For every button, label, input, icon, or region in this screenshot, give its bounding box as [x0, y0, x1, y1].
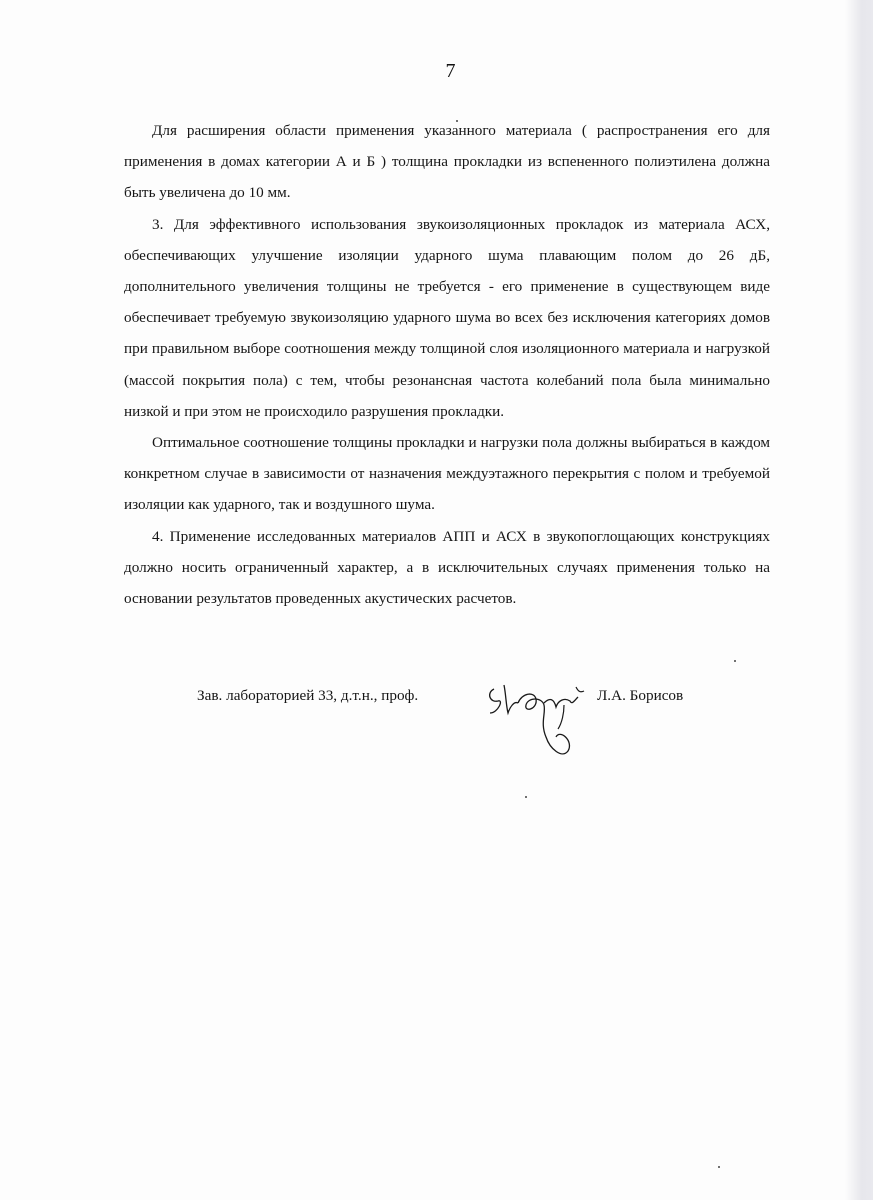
page-number: 7: [445, 60, 456, 82]
scan-edge-shadow: [845, 0, 873, 1200]
paragraph-optimal-ratio: Оптимальное соотношение толщины прокладки и нагрузки пола должны выбираться в каждом конкретном случае в зависимости от назначения междуэтажного перекрытия с полом и требуемой изоляции как ударного, так и воздушного шума.: [124, 434, 770, 514]
scan-speck: [718, 1166, 720, 1168]
signer-name: Л.А. Борисов: [597, 687, 684, 704]
signer-position: Зав. лабораторией 33, д.т.н., проф.: [197, 687, 419, 704]
scan-speck: [734, 660, 736, 662]
scan-speck: [525, 796, 527, 798]
paragraph-material-thickness: Для расширения области применения указанного материала ( распространения его для применения в домах категории А и Б ) толщина прокладки из вспененного полиэтилена должна быть увеличена до 10 мм.: [124, 122, 770, 202]
document-body: [124, 115, 770, 614]
paragraph-item-4: 4. Применение исследованных материалов АПП и АСХ в звукопоглощающих конструкциях должно носить ограниченный характер, а в исключительных случаях применения только на основании результатов проведенных акустических расчетов.: [124, 527, 770, 608]
handwritten-signature: [484, 679, 596, 769]
signature-block: [0, 683, 873, 783]
scan-speck: [456, 120, 458, 122]
paragraph-item-3: 3. Для эффективного использования звукоизоляционных прокладок из материала АСХ, обеспечивающих улучшение изоляции ударного шума плавающим полом до 26 дБ, дополнительного увеличения толщины не требуется - его применение в существующем виде обеспечивает требуемую звукоизоляцию ударного шума во всех без исключения категориях домов при правильном выборе соотношения между толщиной слоя изоляционного материала и нагрузкой (массой покрытия пола) с тем, чтобы резонансная частота колебаний пола была минимально низкой и при этом не происходило разрушения прокладки.: [124, 215, 770, 420]
